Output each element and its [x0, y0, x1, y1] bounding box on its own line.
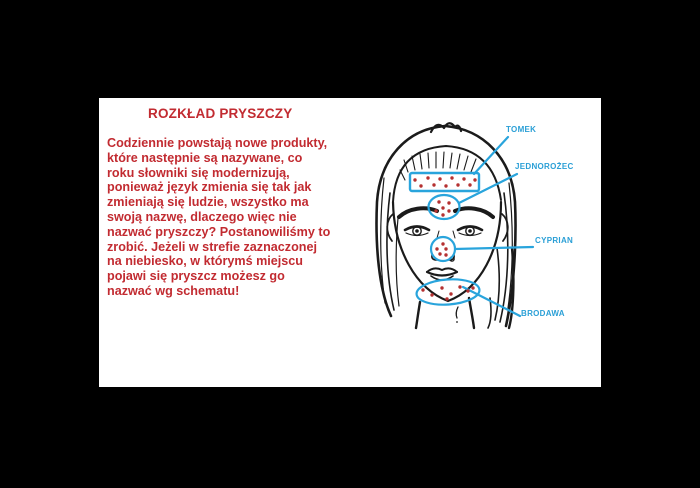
paragraph-line: ponieważ język zmienia się tak jak	[107, 180, 312, 195]
label-brodawa: BRODAWA	[521, 309, 565, 318]
leader-line-jednorozec	[459, 174, 517, 203]
paragraph-line: swoją nazwę, dlaczego więc nie	[107, 209, 297, 224]
leader-line-tomek	[474, 137, 508, 174]
paragraph-line: pojawi się pryszcz możesz go	[107, 269, 285, 284]
leader-line-cyprian	[455, 247, 533, 249]
paragraph-line: nazwać pryszczy? Postanowiliśmy to	[107, 224, 331, 239]
nose-zone-circle	[431, 237, 455, 261]
paragraph-line: Codziennie powstają nowe produkty,	[107, 136, 328, 150]
paragraph-line: zmieniają się ludzie, wszystko ma	[107, 195, 309, 210]
label-cyprian: CYPRIAN	[535, 236, 574, 245]
forehead-zone-rect	[410, 173, 479, 191]
paragraph-line: zrobić. Jeżeli w strefie zaznaczonej	[107, 239, 317, 254]
paragraph-line: nazwać wg schematu!	[107, 283, 240, 298]
label-tomek: TOMEK	[506, 125, 537, 134]
paragraph-line: roku słowniki się modernizują,	[107, 165, 290, 180]
paragraph-line: które następnie są nazywane, co	[107, 150, 303, 165]
face-diagram	[99, 98, 601, 387]
meme-card	[99, 98, 601, 387]
face-drawing	[377, 123, 516, 328]
hairline-sketch	[400, 152, 476, 180]
page-title: ROZKŁAD PRYSZCZY	[148, 106, 293, 121]
label-jednorozec: JEDNOROŻEC	[515, 162, 574, 171]
paragraph-line: na niebiesko, w którymś miejscu	[107, 254, 303, 269]
